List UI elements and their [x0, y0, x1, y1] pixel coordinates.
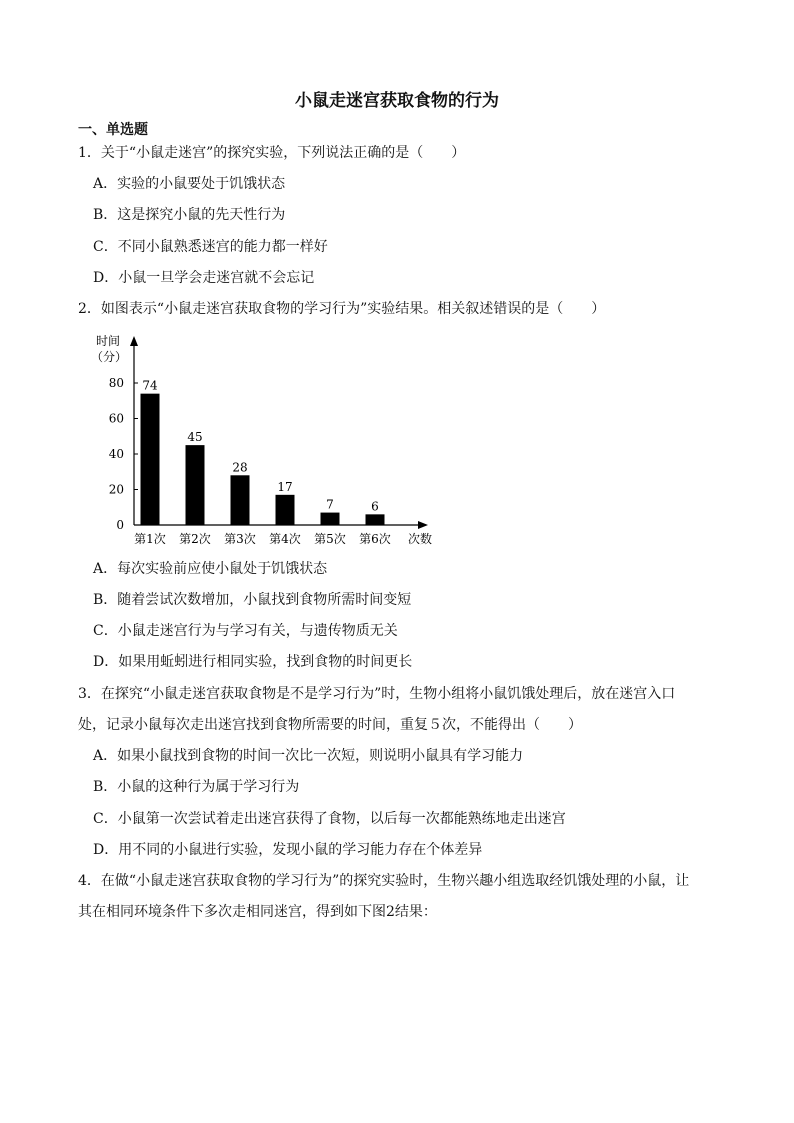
question-1-option-d[interactable]: D．小鼠一旦学会走迷宫就不会忘记: [93, 270, 315, 286]
question-2-option-a[interactable]: A．每次实验前应使小鼠处于饥饿状态: [93, 561, 328, 577]
x-tick-label: 第6次: [359, 532, 391, 546]
chart-xlabel: 次数: [407, 532, 433, 546]
chart-data-label: 6: [371, 499, 379, 514]
question-1-option-c[interactable]: C．不同小鼠熟悉迷宫的能力都一样好: [93, 239, 328, 255]
question-4-stem-line-1: 4．在做“小鼠走迷宫获取食物的学习行为”的探究实验时，生物兴趣小组选取经饥饿处理的小鼠，让: [78, 873, 690, 889]
question-3-option-b[interactable]: B．小鼠的这种行为属于学习行为: [93, 779, 300, 795]
question-3-stem-line-2: 处，记录小鼠每次走出迷宫找到食物所需要的时间，重复５次，不能得出（ ）: [78, 717, 582, 733]
chart-data-label: 28: [232, 460, 248, 475]
chart-bar: [276, 495, 295, 525]
page-title: 小鼠走迷宫获取食物的行为: [295, 91, 499, 111]
question-3-option-c[interactable]: C．小鼠第一次尝试着走出迷宫获得了食物，以后每一次都能熟练地走出迷宫: [93, 811, 566, 827]
x-tick-label: 第3次: [224, 532, 256, 546]
x-axis-arrow: [418, 521, 428, 529]
x-tick-label: 第1次: [134, 532, 166, 546]
chart-data-label: 74: [142, 378, 158, 393]
chart-data-label: 7: [326, 497, 334, 512]
question-2-stem: 2．如图表示“小鼠走迷宫获取食物的学习行为”实验结果。相关叙述错误的是（ ）: [78, 301, 606, 317]
chart-data-label: 17: [277, 479, 293, 494]
y-tick-label: 60: [108, 411, 124, 426]
question-2-option-b[interactable]: B．随着尝试次数增加，小鼠找到食物所需时间变短: [93, 592, 412, 608]
question-3-stem-line-1: 3．在探究“小鼠走迷宫获取食物是不是学习行为”时，生物小组将小鼠饥饿处理后，放在迷宫入口: [78, 686, 676, 702]
y-tick-label: 40: [108, 447, 124, 461]
question-3-option-d[interactable]: D．用不同的小鼠进行实验，发现小鼠的学习能力存在个体差异: [93, 842, 483, 858]
x-tick-label: 第2次: [179, 532, 211, 546]
y-tick-label: 20: [108, 482, 124, 497]
question-1-option-b[interactable]: B．这是探究小鼠的先天性行为: [93, 207, 286, 223]
chart-bar: [231, 475, 250, 525]
question-3-option-a[interactable]: A．如果小鼠找到食物的时间一次比一次短，则说明小鼠具有学习能力: [93, 748, 524, 764]
question-1-stem: 1．关于“小鼠走迷宫”的探究实验，下列说法正确的是（ ）: [78, 145, 466, 161]
question-4-stem-line-2: 其在相同环境条件下多次走相同迷宫，得到如下图2结果：: [78, 904, 437, 920]
y-tick-label: 0: [116, 518, 124, 532]
chart-bar: [186, 445, 205, 525]
chart-ylabel-line-1: 时间: [96, 334, 121, 348]
y-tick-label: 80: [108, 376, 124, 390]
chart-ylabel-line-2: （分）: [91, 350, 128, 364]
question-2-option-d[interactable]: D．如果用蚯蚓进行相同实验，找到食物的时间更长: [93, 654, 413, 670]
bar-chart: [88, 330, 448, 555]
x-tick-label: 第5次: [314, 532, 346, 546]
chart-bar: [321, 513, 340, 525]
section-heading: 一、单选题: [78, 122, 148, 138]
y-axis: [109, 336, 138, 532]
y-axis-arrow: [130, 336, 138, 346]
chart-bar: [366, 514, 385, 525]
chart-bar: [141, 394, 160, 525]
x-tick-label: 第4次: [269, 532, 301, 546]
question-2-option-c[interactable]: C．小鼠走迷宫行为与学习有关，与遗传物质无关: [93, 623, 398, 639]
chart-data-label: 45: [187, 430, 203, 445]
chart-bars: [141, 379, 385, 525]
question-1-option-a[interactable]: A．实验的小鼠要处于饥饿状态: [93, 176, 286, 192]
